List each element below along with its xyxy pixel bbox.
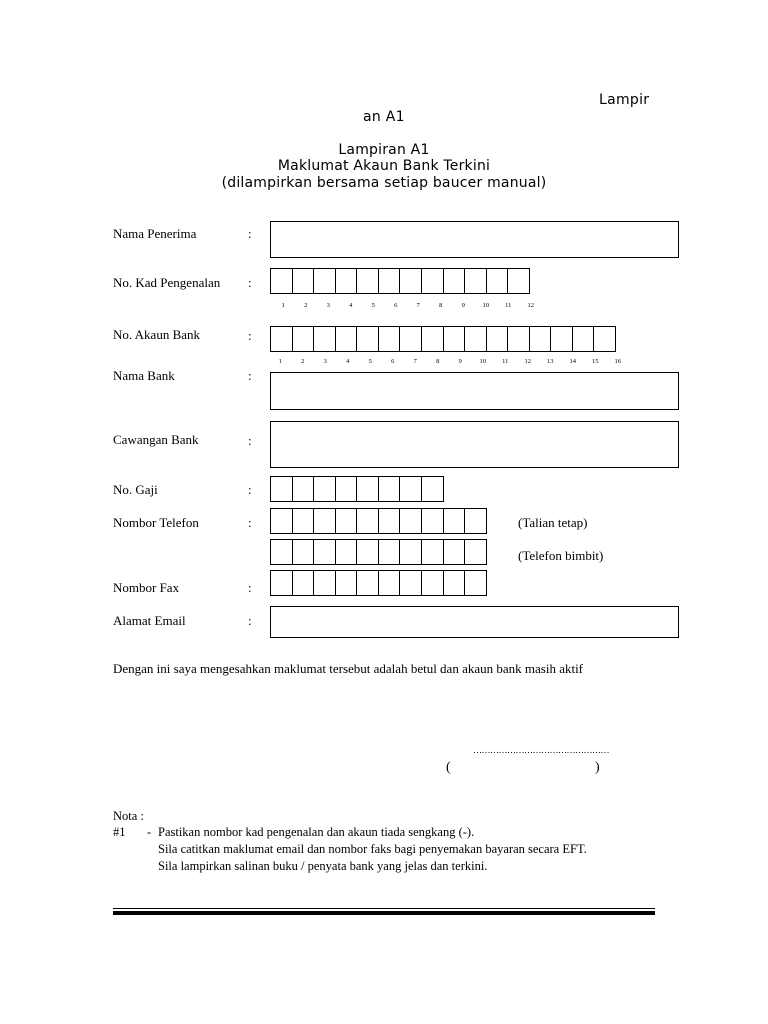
digit-box[interactable] bbox=[399, 508, 422, 534]
digit-position-number: 4 bbox=[349, 302, 353, 309]
nota-title: Nota : bbox=[113, 809, 144, 823]
declaration-text: Dengan ini saya mengesahkan maklumat tersebut adalah betul dan akaun bank masih aktif bbox=[113, 661, 584, 676]
digit-position-number: 5 bbox=[368, 358, 372, 365]
colon: : bbox=[248, 482, 252, 497]
digit-box[interactable] bbox=[399, 539, 422, 565]
digit-box[interactable] bbox=[529, 326, 552, 352]
digit-box[interactable] bbox=[486, 268, 509, 294]
cawangan-bank-field[interactable] bbox=[270, 421, 679, 468]
digit-position-number: 2 bbox=[301, 358, 305, 365]
digit-box[interactable] bbox=[464, 268, 487, 294]
digit-box[interactable] bbox=[399, 268, 422, 294]
digit-box[interactable] bbox=[593, 326, 616, 352]
digit-box[interactable] bbox=[443, 326, 466, 352]
digit-position-number: 7 bbox=[413, 358, 417, 365]
digit-box[interactable] bbox=[356, 570, 379, 596]
label-cawangan-bank: Cawangan Bank bbox=[113, 432, 199, 447]
nama-bank-field[interactable] bbox=[270, 372, 679, 410]
digit-box[interactable] bbox=[356, 508, 379, 534]
nota-line-3: Sila lampirkan salinan buku / penyata bank yang jelas dan terkini. bbox=[158, 859, 488, 873]
form-note: (dilampirkan bersama setiap baucer manual) bbox=[221, 175, 547, 191]
digit-box[interactable] bbox=[572, 326, 595, 352]
digit-box[interactable] bbox=[421, 476, 444, 502]
digit-box[interactable] bbox=[292, 476, 315, 502]
digit-position-number: 15 bbox=[592, 358, 599, 365]
signature-open-paren: ( bbox=[446, 760, 451, 775]
corner-label-line2: an A1 bbox=[363, 109, 405, 125]
digit-position-number: 14 bbox=[569, 358, 576, 365]
digit-position-number: 3 bbox=[323, 358, 327, 365]
akaun-bank-digit-numbers bbox=[269, 358, 629, 365]
talian-tetap-label: (Talian tetap) bbox=[518, 515, 588, 530]
digit-position-number: 11 bbox=[505, 302, 512, 309]
form-title: Lampiran A1 bbox=[338, 142, 430, 158]
digit-box[interactable] bbox=[464, 539, 487, 565]
digit-box[interactable] bbox=[335, 326, 358, 352]
nama-penerima-field[interactable] bbox=[270, 221, 679, 258]
digit-box[interactable] bbox=[313, 476, 336, 502]
digit-box[interactable] bbox=[270, 508, 293, 534]
digit-box[interactable] bbox=[399, 476, 422, 502]
digit-position-number: 13 bbox=[547, 358, 554, 365]
digit-position-number: 1 bbox=[281, 302, 285, 309]
digit-box[interactable] bbox=[356, 539, 379, 565]
digit-box[interactable] bbox=[270, 326, 293, 352]
digit-box[interactable] bbox=[443, 570, 466, 596]
digit-box[interactable] bbox=[378, 326, 401, 352]
digit-position-number: 12 bbox=[527, 302, 534, 309]
footer-rule-thick bbox=[113, 911, 655, 915]
digit-position-number: 6 bbox=[391, 358, 395, 365]
digit-box[interactable] bbox=[421, 570, 444, 596]
no-gaji-boxes[interactable] bbox=[270, 476, 443, 502]
digit-box[interactable] bbox=[356, 476, 379, 502]
label-akaun-bank: No. Akaun Bank bbox=[113, 327, 201, 342]
digit-position-number: 16 bbox=[614, 358, 621, 365]
digit-position-number: 8 bbox=[436, 358, 440, 365]
colon: : bbox=[248, 275, 252, 290]
digit-box[interactable] bbox=[399, 326, 422, 352]
corner-label-line1: Lampir bbox=[599, 92, 650, 108]
digit-box[interactable] bbox=[421, 268, 444, 294]
signature-close-paren: ) bbox=[595, 760, 600, 775]
digit-position-number: 10 bbox=[479, 358, 486, 365]
colon: : bbox=[248, 580, 252, 595]
digit-position-number: 7 bbox=[416, 302, 420, 309]
digit-position-number: 3 bbox=[326, 302, 330, 309]
digit-box[interactable] bbox=[335, 476, 358, 502]
digit-box[interactable] bbox=[335, 539, 358, 565]
digit-box[interactable] bbox=[313, 508, 336, 534]
digit-position-number: 11 bbox=[502, 358, 509, 365]
digit-box[interactable] bbox=[292, 539, 315, 565]
digit-position-number: 10 bbox=[482, 302, 489, 309]
digit-box[interactable] bbox=[270, 570, 293, 596]
colon: : bbox=[248, 226, 252, 241]
kad-pengenalan-digit-numbers bbox=[272, 302, 542, 309]
alamat-email-field[interactable] bbox=[270, 606, 679, 638]
footer-rule-thin bbox=[113, 908, 655, 909]
digit-box[interactable] bbox=[313, 539, 336, 565]
digit-position-number: 9 bbox=[458, 358, 462, 365]
digit-box[interactable] bbox=[335, 268, 358, 294]
digit-box[interactable] bbox=[335, 570, 358, 596]
digit-box[interactable] bbox=[270, 268, 293, 294]
nombor-fax-boxes[interactable] bbox=[270, 570, 486, 596]
colon: : bbox=[248, 613, 252, 628]
label-no-gaji: No. Gaji bbox=[113, 482, 158, 497]
nota-line-1: Pastikan nombor kad pengenalan dan akaun tiada sengkang (-). bbox=[158, 825, 475, 839]
nota-dash: - bbox=[147, 825, 152, 839]
form-subtitle: Maklumat Akaun Bank Terkini bbox=[277, 158, 491, 174]
digit-box[interactable] bbox=[421, 539, 444, 565]
digit-box[interactable] bbox=[443, 508, 466, 534]
label-nama-penerima: Nama Penerima bbox=[113, 226, 197, 241]
digit-box[interactable] bbox=[378, 476, 401, 502]
label-nama-bank: Nama Bank bbox=[113, 368, 175, 383]
digit-box[interactable] bbox=[464, 570, 487, 596]
digit-position-number: 5 bbox=[371, 302, 375, 309]
digit-box[interactable] bbox=[464, 326, 487, 352]
digit-box[interactable] bbox=[399, 570, 422, 596]
digit-position-number: 1 bbox=[278, 358, 282, 365]
digit-box[interactable] bbox=[550, 326, 573, 352]
digit-box[interactable] bbox=[486, 326, 509, 352]
colon: : bbox=[248, 433, 252, 448]
signature-line: ………………………………………… bbox=[473, 745, 609, 755]
colon: : bbox=[248, 515, 252, 530]
digit-position-number: 8 bbox=[439, 302, 443, 309]
nota-line-2: Sila catitkan maklumat email dan nombor faks bagi penyemakan bayaran secara EFT. bbox=[158, 842, 587, 856]
telefon-bimbit-label: (Telefon bimbit) bbox=[518, 548, 604, 563]
digit-box[interactable] bbox=[292, 570, 315, 596]
digit-position-number: 12 bbox=[524, 358, 531, 365]
digit-box[interactable] bbox=[292, 268, 315, 294]
digit-box[interactable] bbox=[292, 508, 315, 534]
digit-box[interactable] bbox=[378, 508, 401, 534]
digit-box[interactable] bbox=[313, 326, 336, 352]
digit-box[interactable] bbox=[270, 539, 293, 565]
digit-box[interactable] bbox=[507, 268, 530, 294]
colon: : bbox=[248, 368, 252, 383]
digit-box[interactable] bbox=[421, 508, 444, 534]
digit-box[interactable] bbox=[270, 476, 293, 502]
digit-position-number: 6 bbox=[394, 302, 398, 309]
digit-box[interactable] bbox=[313, 570, 336, 596]
digit-box[interactable] bbox=[335, 508, 358, 534]
telefon-bimbit-boxes[interactable] bbox=[270, 539, 486, 565]
digit-box[interactable] bbox=[356, 268, 379, 294]
label-nombor-telefon: Nombor Telefon bbox=[113, 515, 199, 530]
digit-box[interactable] bbox=[378, 570, 401, 596]
label-kad-pengenalan: No. Kad Pengenalan bbox=[113, 275, 221, 290]
digit-box[interactable] bbox=[443, 268, 466, 294]
label-alamat-email: Alamat Email bbox=[113, 613, 186, 628]
digit-position-number: 4 bbox=[346, 358, 350, 365]
digit-box[interactable] bbox=[443, 539, 466, 565]
akaun-bank-boxes[interactable] bbox=[270, 326, 615, 352]
digit-position-number: 9 bbox=[461, 302, 465, 309]
digit-box[interactable] bbox=[378, 268, 401, 294]
digit-box[interactable] bbox=[378, 539, 401, 565]
digit-box[interactable] bbox=[292, 326, 315, 352]
digit-box[interactable] bbox=[313, 268, 336, 294]
digit-position-number: 2 bbox=[304, 302, 308, 309]
digit-box[interactable] bbox=[356, 326, 379, 352]
digit-box[interactable] bbox=[464, 508, 487, 534]
telefon-tetap-boxes[interactable] bbox=[270, 508, 486, 534]
digit-box[interactable] bbox=[421, 326, 444, 352]
colon: : bbox=[248, 328, 252, 343]
nota-ref: #1 bbox=[113, 825, 126, 839]
digit-box[interactable] bbox=[507, 326, 530, 352]
label-nombor-fax: Nombor Fax bbox=[113, 580, 180, 595]
kad-pengenalan-boxes[interactable] bbox=[270, 268, 529, 294]
